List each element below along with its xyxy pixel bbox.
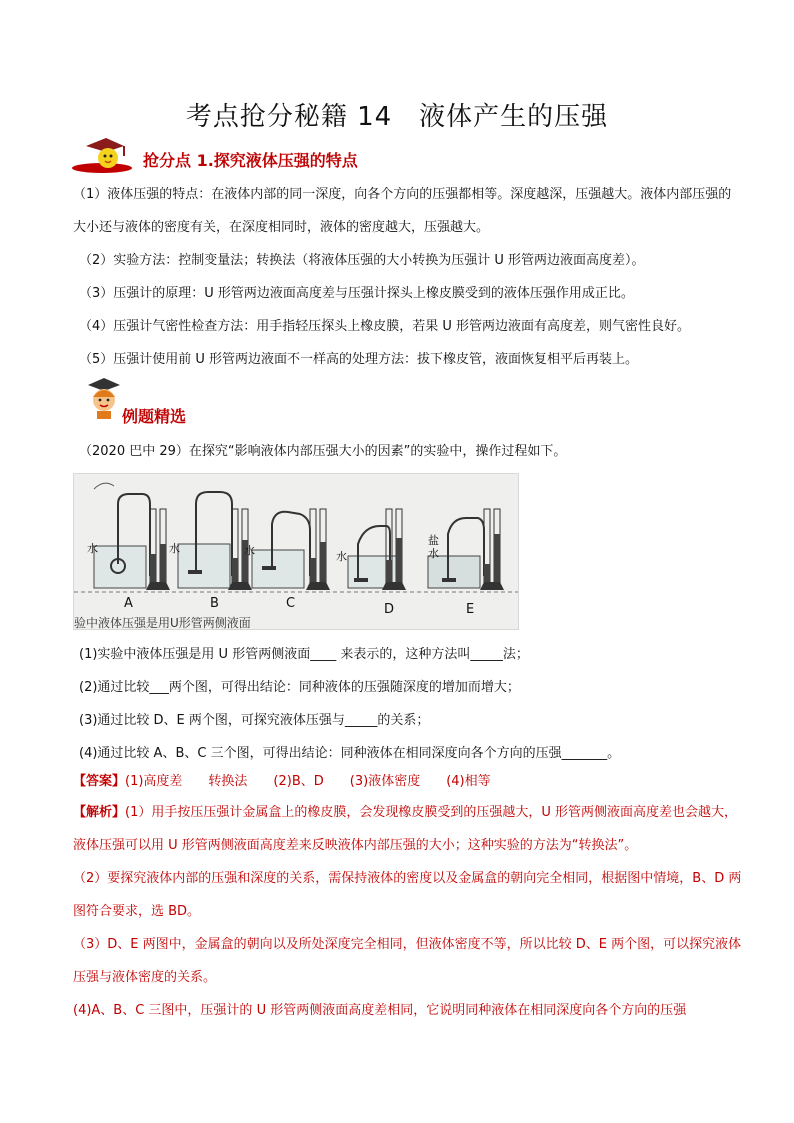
answer-line: [73, 770, 491, 789]
analysis-text-1: (1）用手按压压强计金属盒上的橡皮膜，会发现橡皮膜受到的压强越大，U 形管两侧液面高度差也会越大，液体压强可以用 U 形管两侧液面高度差来反映液体内部压强的大小；这种实验的方法为“转换法”。: [73, 805, 738, 853]
mascot-icon: [72, 132, 138, 174]
example-intro: （2020 巴中 29）在探究“影响液体内部压强大小的因素”的实验中，操作过程如下。: [79, 444, 567, 459]
setup-a: [94, 483, 170, 590]
point-3: （3）压强计的原理：U 形管两边液面高度差与压强计探头上橡皮膜受到的液体压强作用成正比。: [79, 286, 634, 301]
figure-label-c: C: [286, 596, 296, 611]
figure-caption-fragment: 验中液体压强是用U形管两侧液面: [74, 616, 251, 630]
liquid-label-b: 水: [169, 542, 180, 555]
analysis-1: [73, 796, 743, 862]
analysis-2: （2）要探究液体内部的压强和深度的关系，需保持液体的密度以及金属盒的朝向完全相同，根据图中情境，B、D 两图符合要求，选 BD。: [73, 871, 742, 919]
setup-d: [348, 509, 406, 590]
answer-label: 【答案】: [73, 774, 126, 789]
figure-label-a: A: [124, 596, 133, 611]
question-3: (3)通过比较 D、E 两个图，可探究液体压强与_____的关系；: [79, 713, 430, 728]
analysis-label: 【解析】: [73, 805, 126, 820]
setup-b: [178, 492, 252, 590]
liquid-label-a: 水: [87, 542, 98, 555]
analysis-3: （3）D、E 两图中，金属盒的朝向以及所处深度完全相同，但液体密度不等，所以比较 D、E 两个图，可以探究液体压强与液体密度的关系。: [73, 937, 742, 985]
point-5: （5）压强计使用前 U 形管两边液面不一样高的处理方法：拔下橡皮管，液面恢复相平后再装上。: [79, 352, 639, 367]
point-2: （2）实验方法：控制变量法；转换法（将液体压强的大小转换为压强计 U 形管两边液面高度差）。: [79, 253, 645, 268]
experiment-figure: [73, 473, 519, 630]
question-1: (1)实验中液体压强是用 U 形管两侧液面____ 来表示的，这种方法叫_____法；: [79, 647, 529, 662]
question-4: (4)通过比较 A、B、C 三个图，可得出结论：同种液体在相同深度向各个方向的压强_______。: [79, 746, 621, 761]
page-title: 考点抢分秘籍 14 液体产生的压强: [185, 102, 609, 132]
figure-label-d: D: [384, 602, 395, 617]
point-4: （4）压强计气密性检查方法：用手指轻压探头上橡皮膜，若果 U 形管两边液面有高度差，则气密性良好。: [79, 319, 691, 334]
setup-c: [252, 509, 330, 590]
figure-label-b: B: [210, 596, 219, 611]
figure-label-e: E: [466, 602, 475, 617]
answer-text: (1)高度差 转换法 (2)B、D (3)液体密度 (4)相等: [125, 774, 491, 789]
example-heading: 例题精选: [122, 407, 187, 426]
section-heading: 抢分点 1.探究液体压强的特点: [143, 151, 358, 170]
student-icon: [84, 375, 124, 419]
liquid-label-c: 水: [244, 544, 255, 557]
liquid-label-e: 盐水: [428, 534, 439, 560]
analysis-4: (4)A、B、C 三图中，压强计的 U 形管两侧液面高度差相同，它说明同种液体在相同深度向各个方向的压强: [73, 1003, 687, 1018]
point-1: （1）液体压强的特点：在液体内部的同一深度，向各个方向的压强都相等。深度越深，压强越大。液体内部压强的大小还与液体的密度有关，在深度相同时，液体的密度越大，压强越大。: [73, 187, 732, 235]
liquid-label-d: 水: [336, 550, 347, 563]
question-2: (2)通过比较___两个图，可得出结论：同种液体的压强随深度的增加而增大；: [79, 680, 520, 695]
